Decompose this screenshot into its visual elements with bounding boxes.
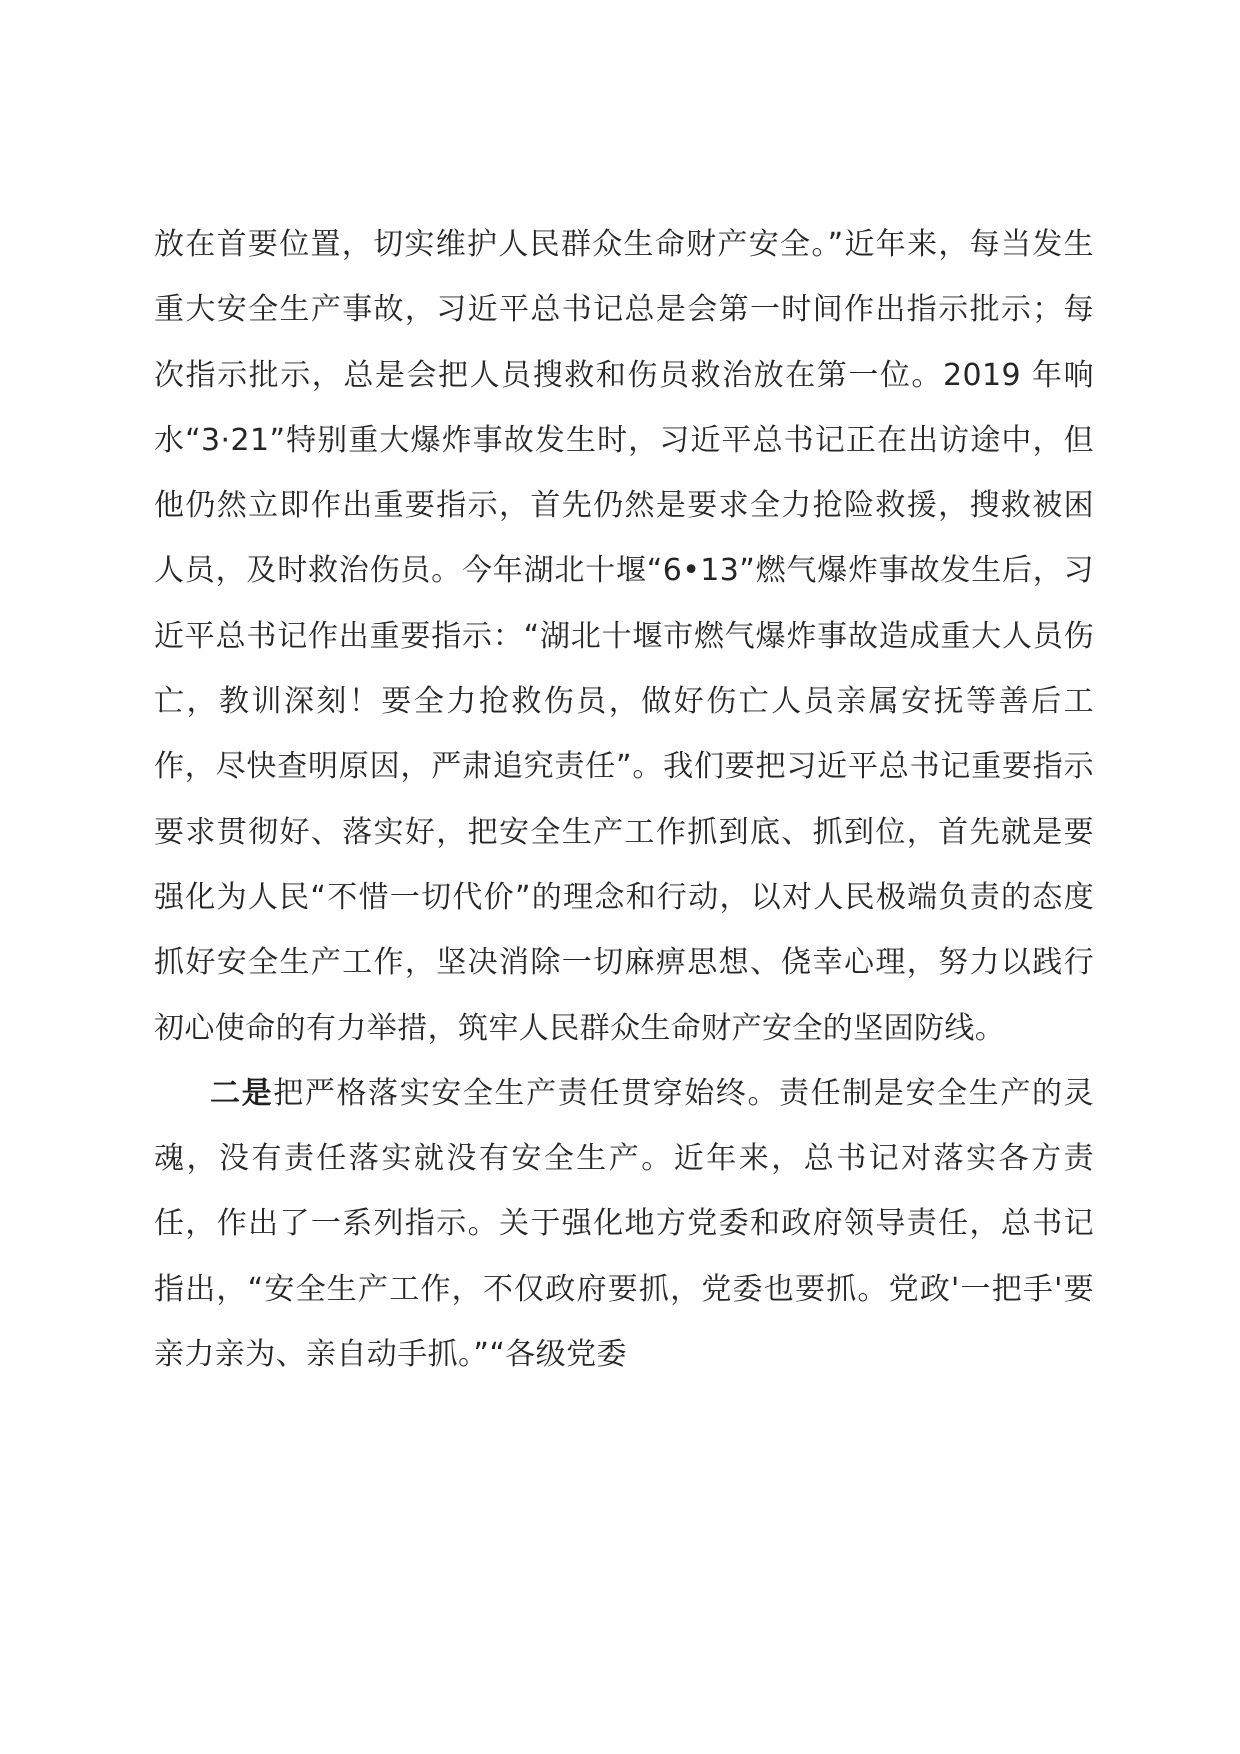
paragraph-2-lead: 二是	[210, 1075, 274, 1111]
paragraph-2	[154, 1061, 1094, 1387]
paragraph-2-text: 把严格落实安全生产责任贯穿始终。责任制是安全生产的灵魂，没有责任落实就没有安全生产。近年来，总书记对落实各方责任，作出了一系列指示。关于强化地方党委和政府领导责任，总书记指出，“安全生产工作，不仅政府要抓，党委也要抓。党政'一把手'要亲力亲为、亲自动手抓。”“各级党委	[154, 1075, 1094, 1373]
document-body	[154, 212, 1094, 1387]
paragraph-1-text: 放在首要位置，切实维护人民群众生命财产安全。”近年来，每当发生重大安全生产事故，习近平总书记总是会第一时间作出指示批示；每次指示批示，总是会把人员搜救和伤员救治放在第一位。2019 年响水“3·21”特别重大爆炸事故发生时，习近平总书记正在出访途中，但他仍然立即作出重要指示，首先仍然是要求全力抢险救援，搜救被困人员，及时救治伤员。今年湖北十堰“6•13”燃气爆炸事故发生后，习近平总书记作出重要指示：“湖北十堰市燃气爆炸事故造成重大人员伤亡，教训深刻！要全力抢救伤员，做好伤亡人员亲属安抚等善后工作，尽快查明原因，严肃追究责任”。我们要把习近平总书记重要指示要求贯彻好、落实好，把安全生产工作抓到底、抓到位，首先就是要强化为人民“不惜一切代价”的理念和行动，以对人民极端负责的态度抓好安全生产工作，坚决消除一切麻痹思想、侥幸心理，努力以践行初心使命的有力举措，筑牢人民群众生命财产安全的坚固防线。	[154, 227, 1094, 1046]
paragraph-1	[154, 212, 1094, 1061]
